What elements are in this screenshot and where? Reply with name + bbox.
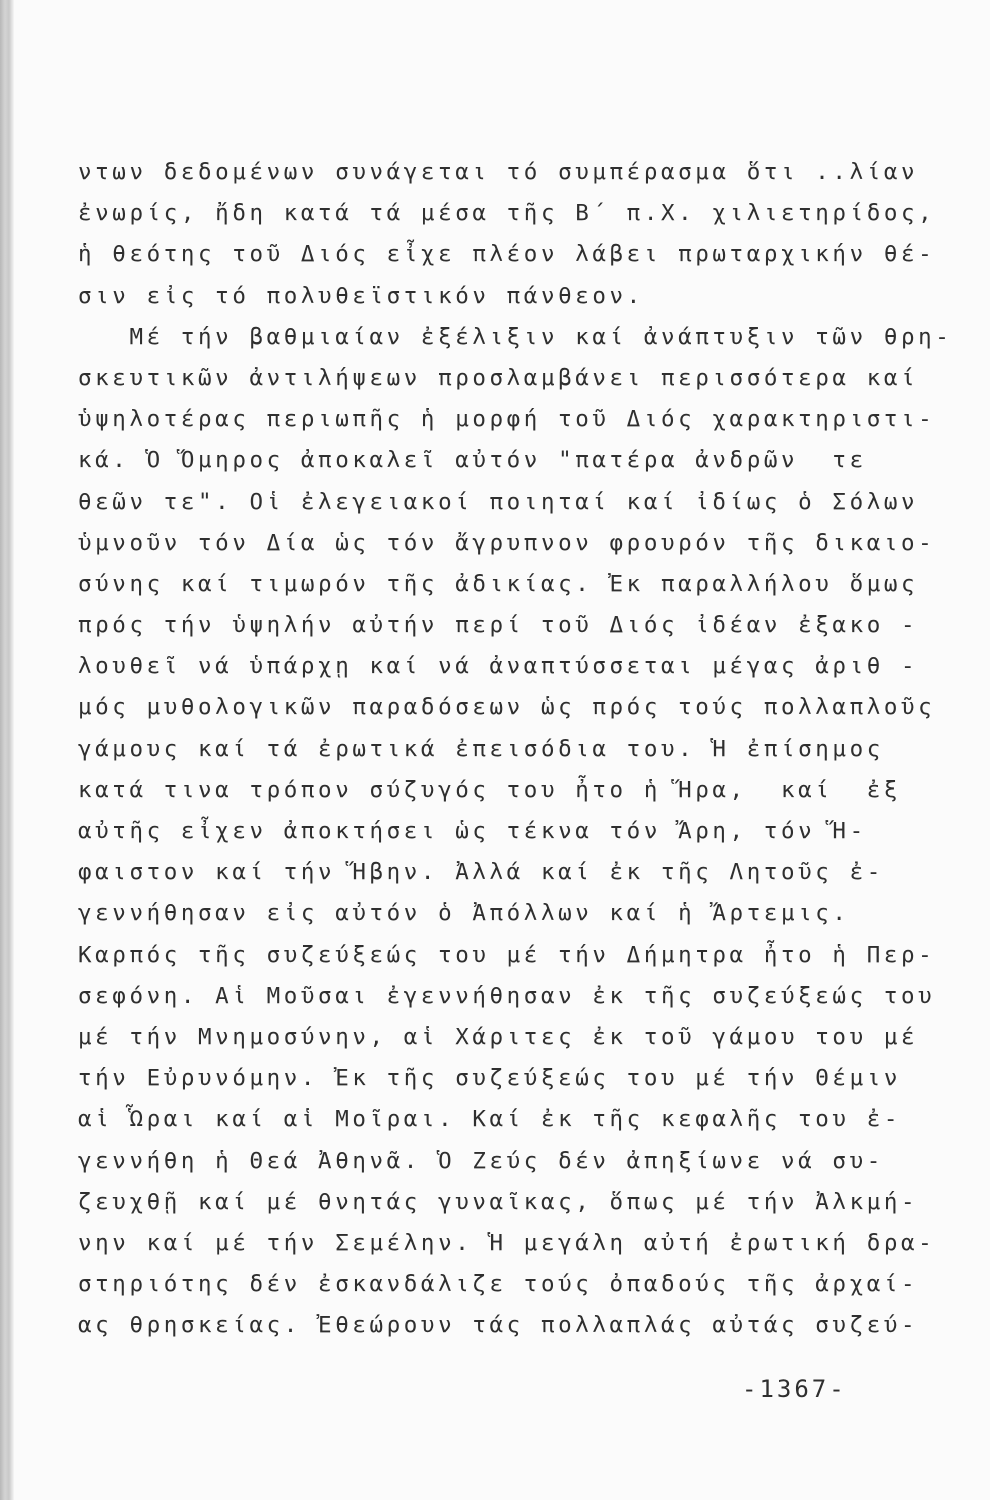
text-line: στηριότης δέν ἐσκανδάλιζε τούς ὀπαδούς τῆς ἀρχαί- xyxy=(78,1271,919,1298)
text-line: μός μυθολογικῶν παραδόσεων ὡς πρός τούς πολλαπλοῦς xyxy=(78,694,936,721)
text-line: μέ τήν Μνημοσύνην, αἱ Χάριτες ἐκ τοῦ γάμου του μέ xyxy=(78,1023,919,1050)
text-line: σύνης καί τιμωρόν τῆς ἀδικίας. Ἐκ παραλλήλου ὅμως xyxy=(78,570,919,597)
text-line: θεῶν τε". Οἱ ἐλεγειακοί ποιηταί καί ἰδίως ὁ Σόλων xyxy=(78,488,919,515)
text-line: ας θρησκείας. Ἐθεώρουν τάς πολλαπλάς αὐτάς συζεύ- xyxy=(78,1312,919,1339)
text-line: ἐνωρίς, ἤδη κατά τά μέσα τῆς Β΄ π.Χ. χιλιετηρίδος, xyxy=(78,200,936,227)
text-line: σκευτικῶν ἀντιλήψεων προσλαμβάνει περισσότερα καί xyxy=(78,364,919,391)
text-line: αὐτῆς εἶχεν ἀποκτήσει ὡς τέκνα τόν Ἄρη, τόν Ἥ- xyxy=(78,818,867,844)
text-line: σιν εἰς τό πολυθεϊστικόν πάνθεον. xyxy=(78,282,644,309)
page-number: -1367- xyxy=(742,1375,847,1403)
text-line: γεννήθησαν εἰς αὐτόν ὁ Ἀπόλλων καί ἡ Ἄρτεμις. xyxy=(78,900,850,927)
text-line: γεννήθη ἡ Θεά Ἀθηνᾶ. Ὁ Ζεύς δέν ἀπηξίωνε νά συ- xyxy=(78,1147,884,1174)
text-line: γάμους καί τά ἐρωτικά ἐπεισόδια του. Ἡ ἐπίσημος xyxy=(78,735,884,762)
text-line: σεφόνη. Αἱ Μοῦσαι ἐγεννήθησαν ἐκ τῆς συζεύξεώς του xyxy=(78,982,936,1009)
text-line: Μέ τήν βαθμιαίαν ἐξέλιξιν καί ἀνάπτυξιν τῶν θρη- xyxy=(78,323,953,350)
text-line: Καρπός τῆς συζεύξεώς του μέ τήν Δήμητρα ἦτο ἡ Περ- xyxy=(78,941,936,968)
text-line: νην καί μέ τήν Σεμέλην. Ἡ μεγάλη αὐτή ἐρωτική δρα- xyxy=(78,1229,936,1256)
text-line: ντων δεδομένων συνάγεται τό συμπέρασμα ὅτι ..λίαν xyxy=(78,159,919,185)
text-line: πρός τήν ὑψηλήν αὐτήν περί τοῦ Διός ἰδέαν ἐξακο - xyxy=(78,612,919,639)
text-line: κά. Ὁ Ὅμηρος ἀποκαλεῖ αὐτόν "πατέρα ἀνδρῶν τε xyxy=(78,447,867,474)
page-binding-edge xyxy=(0,0,14,1500)
text-line: τήν Εὐρυνόμην. Ἐκ τῆς συζεύξεώς του μέ τήν Θέμιν xyxy=(78,1065,902,1092)
body-text xyxy=(78,152,953,1346)
text-line: ὑψηλοτέρας περιωπῆς ἡ μορφή τοῦ Διός χαρακτηριστι- xyxy=(78,406,936,433)
text-line: φαιστον καί τήν Ἥβην. Ἀλλά καί ἐκ τῆς Λητοῦς ἐ- xyxy=(78,859,884,886)
text-line: λουθεῖ νά ὑπάρχῃ καί νά ἀναπτύσσεται μέγας ἀριθ - xyxy=(78,653,919,680)
text-line: ὑμνοῦν τόν Δία ὡς τόν ἄγρυπνον φρουρόν τῆς δικαιο- xyxy=(78,529,936,556)
text-line: κατά τινα τρόπον σύζυγός του ἦτο ἡ Ἥρα, καί ἐξ xyxy=(78,776,902,803)
text-line: αἱ Ὧραι καί αἱ Μοῖραι. Καί ἐκ τῆς κεφαλῆς του ἐ- xyxy=(78,1106,902,1133)
text-line: ζευχθῇ καί μέ θνητάς γυναῖκας, ὅπως μέ τήν Ἀλκμή- xyxy=(78,1188,919,1215)
text-line: ἡ θεότης τοῦ Διός εἶχε πλέον λάβει πρωταρχικήν θέ- xyxy=(78,241,936,268)
